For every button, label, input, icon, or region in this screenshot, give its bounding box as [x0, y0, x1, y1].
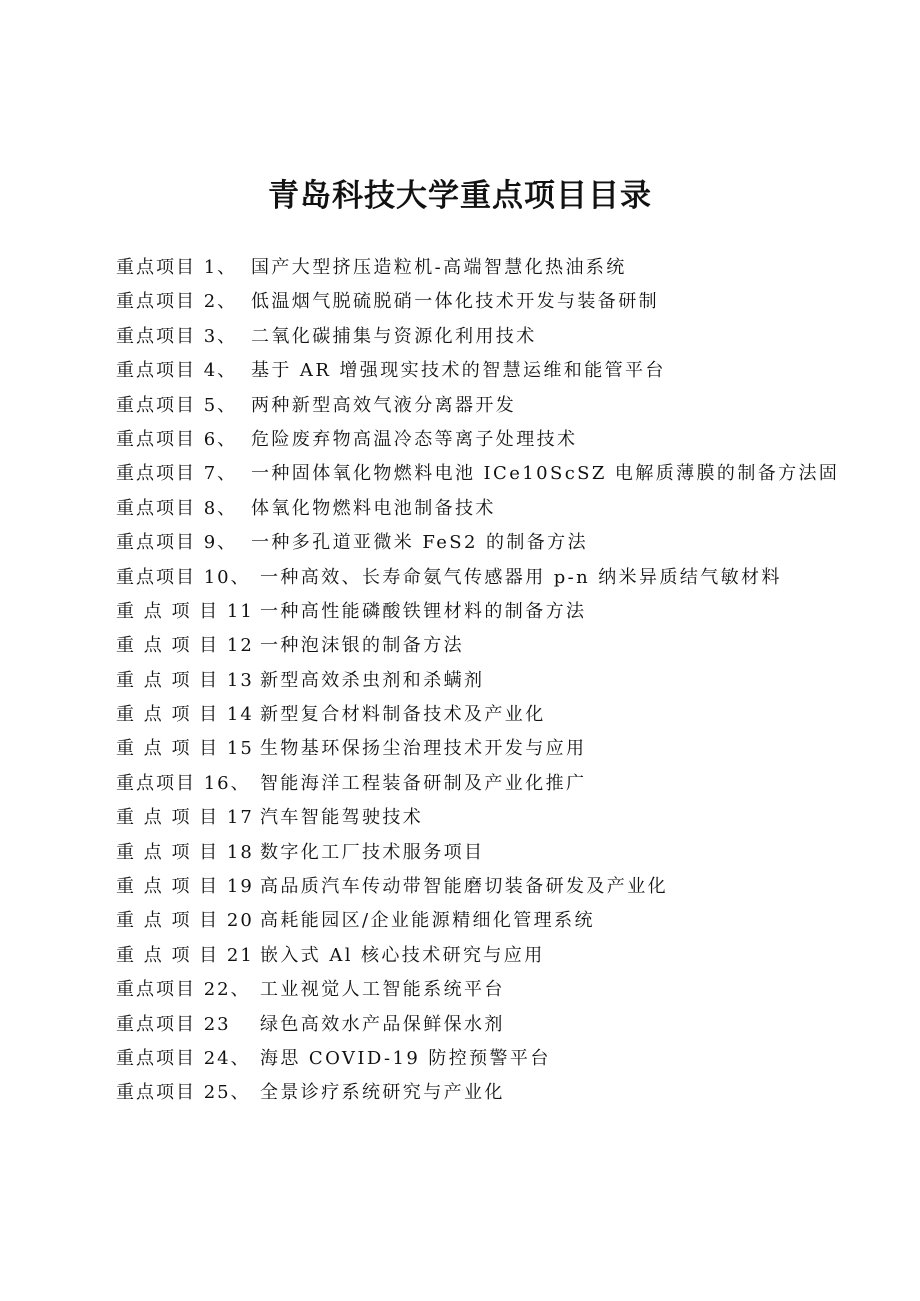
project-title-line: 海思 COVID-19 防控预警平台: [260, 1047, 551, 1069]
project-number-label: 重 点 项 目 20: [116, 910, 254, 932]
project-title-line: 全景诊疗系统研究与产业化: [260, 1082, 505, 1104]
project-number-label: 重点项目 23: [116, 1013, 231, 1035]
project-title-line: 嵌入式 Al 核心技术研究与应用: [260, 944, 545, 966]
document-title: 青岛科技大学重点项目目录: [268, 178, 652, 214]
project-number-label: 重 点 项 目 19: [116, 876, 254, 898]
project-number-list: [116, 251, 254, 1111]
project-number-label: 重点项目 22、: [116, 979, 251, 1001]
project-title-line: 低温烟气脱硫脱硝一体化技术开发与装备研制: [251, 291, 659, 313]
project-number-label: 重点项目 2、: [116, 291, 238, 313]
project-title-line: 一种多孔道亚微米 FeS2 的制备方法: [251, 532, 588, 554]
project-number-label: 重 点 项 目 17: [116, 807, 254, 829]
project-number-label: 重 点 项 目 13: [116, 669, 254, 691]
project-title-line: 数字化工厂技术服务项目: [260, 841, 485, 863]
project-title-line: 基于 AR 增强现实技术的智慧运维和能管平台: [251, 360, 666, 382]
project-title-list: [251, 251, 839, 1111]
project-number-label: 重点项目 5、: [116, 394, 238, 416]
project-number-label: 重点项目 25、: [116, 1082, 251, 1104]
project-title-line: 工业视觉人工智能系统平台: [260, 979, 505, 1001]
project-number-label: 重点项目 16、: [116, 772, 251, 794]
project-number-label: 重点项目 1、: [116, 257, 238, 278]
project-number-label: 重 点 项 目 18: [116, 841, 254, 863]
project-number-label: 重 点 项 目 15: [116, 738, 254, 760]
project-title-line: 新型高效杀虫剂和杀螨剂: [260, 669, 485, 691]
project-number-label: 重点项目 4、: [116, 360, 238, 382]
project-title-line: 一种泡沫银的制备方法: [260, 635, 464, 657]
project-title-line: 智能海洋工程装备研制及产业化推广: [260, 772, 587, 794]
project-title-line: 一种高效、长寿命氨气传感器用 p-n 纳米异质结气敏材料: [260, 566, 782, 588]
project-number-label: 重点项目 3、: [116, 325, 238, 347]
project-title-line: 体氧化物燃料电池制备技术: [251, 497, 496, 519]
project-number-label: 重点项目 7、: [116, 463, 238, 485]
project-title-line: 高品质汽车传动带智能磨切装备研发及产业化: [260, 876, 668, 898]
project-number-label: 重 点 项 目 12: [116, 635, 254, 657]
project-title-line: 一种固体氧化物燃料电池 ICe10ScSZ 电解质薄膜的制备方法固: [251, 463, 840, 485]
project-title-line: 高耗能园区/企业能源精细化管理系统: [260, 910, 595, 932]
project-title-line: 两种新型高效气液分离器开发: [251, 394, 517, 416]
project-title-line: 二氧化碳捕集与资源化利用技术: [251, 325, 537, 347]
project-number-label: 重点项目 8、: [116, 497, 238, 519]
project-title-line: 汽车智能驾驶技术: [260, 807, 424, 829]
project-title-line: 绿色高效水产品保鲜保水剂: [260, 1013, 505, 1035]
project-number-label: 重点项目 6、: [116, 428, 238, 450]
project-title-line: 一种高性能磷酸铁锂材料的制备方法: [260, 600, 587, 622]
project-number-label: 重 点 项 目 11: [116, 600, 254, 622]
project-number-label: 重点项目 10、: [116, 566, 251, 588]
project-title-line: 国产大型挤压造粒机-高端智慧化热油系统: [251, 257, 627, 278]
project-title-line: 生物基环保扬尘治理技术开发与应用: [260, 738, 587, 760]
project-title-line: 危险废弃物高温冷态等离子处理技术: [251, 428, 578, 450]
project-number-label: 重点项目 9、: [116, 532, 238, 554]
project-number-label: 重点项目 24、: [116, 1047, 251, 1069]
project-number-label: 重 点 项 目 14: [116, 704, 254, 726]
project-title-line: 新型复合材料制备技术及产业化: [260, 704, 546, 726]
project-number-label: 重 点 项 目 21: [116, 944, 254, 966]
